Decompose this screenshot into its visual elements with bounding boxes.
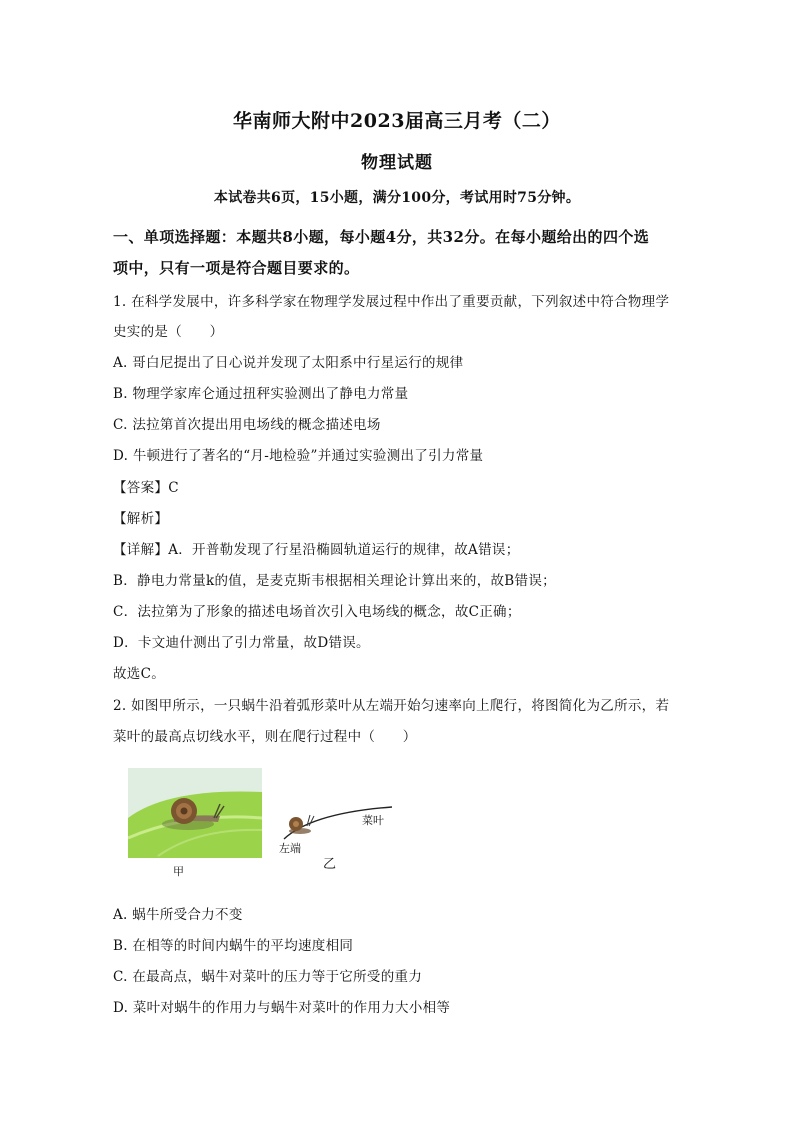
- q1-detail-a: 【详解】A．开普勒发现了行星沿椭圆轨道运行的规律，故A错误；: [113, 542, 520, 558]
- q2-stem: 2. 如图甲所示，一只蜗牛沿着弧形菜叶从左端开始匀速率向上爬行，将图简化为乙所示，若: [113, 698, 670, 714]
- q1-detail-d: D．卡文迪什测出了引力常量，故D错误。: [113, 635, 370, 651]
- q1-option-a: A. 哥白尼提出了日心说并发现了太阳系中行星运行的规律: [113, 355, 464, 371]
- q2-option-b: B. 在相等的时间内蜗牛的平均速度相同: [113, 938, 354, 954]
- snail-diagram: [272, 795, 412, 870]
- q1-stem: 1. 在科学发展中，许多科学家在物理学发展过程中作出了重要贡献，下列叙述中符合物理学: [113, 294, 670, 310]
- q1-option-d: D. 牛顿进行了著名的“月-地检验”并通过实验测出了引力常量: [113, 448, 484, 464]
- q1-answer: 【答案】C: [113, 480, 179, 496]
- q1-stem-cont: 史实的是（ ）: [113, 324, 224, 340]
- q1-option-b: B. 物理学家库仑通过扭秤实验测出了静电力常量: [113, 386, 409, 402]
- exam-subject: 物理试题: [361, 153, 433, 173]
- section-heading-cont: 项中，只有一项是符合题目要求的。: [113, 259, 360, 277]
- q2-option-d: D. 菜叶对蜗牛的作用力与蜗牛对菜叶的作用力大小相等: [113, 1000, 451, 1016]
- q2-option-c: C. 在最高点，蜗牛对菜叶的压力等于它所受的重力: [113, 969, 423, 985]
- q2-stem-cont: 菜叶的最高点切线水平，则在爬行过程中（ ）: [113, 729, 417, 745]
- exam-info: 本试卷共6页，15小题，满分100分，考试用时75分钟。: [213, 190, 581, 206]
- snail-photo: [128, 768, 262, 858]
- section-heading: 一、单项选择题：本题共8小题，每小题4分，共32分。在每小题给出的四个选: [113, 228, 650, 246]
- q2-option-a: A. 蜗牛所受合力不变: [113, 907, 243, 923]
- q1-analysis-label: 【解析】: [113, 511, 169, 527]
- q1-option-c: C. 法拉第首次提出用电场线的概念描述电场: [113, 417, 381, 433]
- q1-conclusion: 故选C。: [113, 666, 166, 682]
- figure-label-yi: 乙: [323, 857, 337, 872]
- q1-detail-b: B．静电力常量k的值，是麦克斯韦根据相关理论计算出来的，故B错误；: [113, 573, 556, 589]
- figure-label-jia: 甲: [173, 865, 184, 878]
- q1-detail-c: C．法拉第为了形象的描述电场首次引入电场线的概念，故C正确；: [113, 604, 521, 620]
- diagram-label-leaf: 菜叶: [362, 814, 384, 827]
- diagram-label-left-end: 左端: [279, 842, 301, 855]
- exam-title: 华南师大附中2023届高三月考（二）: [233, 110, 561, 132]
